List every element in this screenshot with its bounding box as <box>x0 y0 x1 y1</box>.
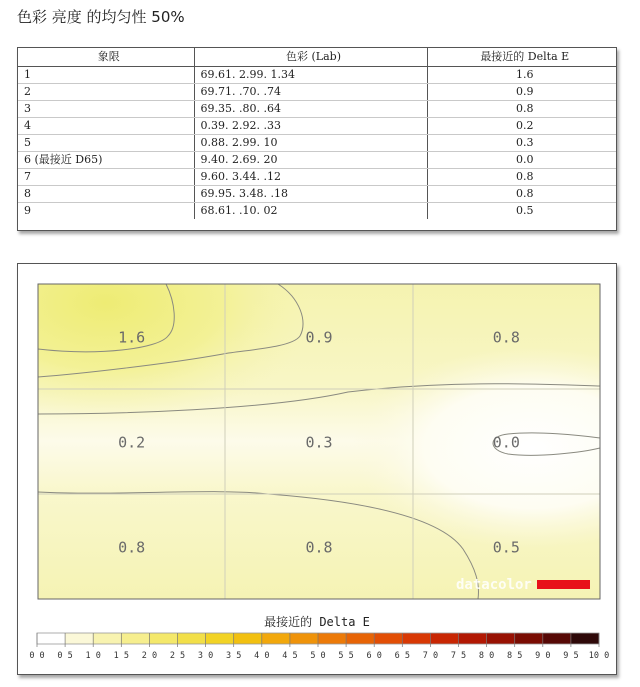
cell-quadrant: 7 <box>18 169 194 186</box>
cell-quadrant: 6 (最接近 D65) <box>18 152 194 169</box>
table-row <box>18 135 616 152</box>
uniformity-chart-panel <box>17 263 617 675</box>
legend-tick-label: 10 0 <box>588 651 610 661</box>
legend-tick-label: 0 5 <box>57 651 73 661</box>
watermark-text: datacolor <box>456 577 532 593</box>
legend-tick-label: 1 0 <box>85 651 101 661</box>
legend-tick-label: 0 0 <box>29 651 45 661</box>
cell-quadrant: 1 <box>18 67 194 84</box>
cell-lab: 0.39. 2.92. .33 <box>194 118 427 135</box>
cell-delta-e: 0.8 <box>427 101 616 118</box>
legend-swatch <box>149 633 177 644</box>
heatmap-cell-value: 0.8 <box>118 538 146 557</box>
cell-quadrant: 9 <box>24 204 31 217</box>
header-quadrant: 象限 <box>18 48 194 67</box>
cell-delta-e: 0.3 <box>427 135 616 152</box>
cell-delta-e: 0.8 <box>427 169 616 186</box>
header-lab: 色彩 (Lab) <box>194 48 427 67</box>
cell-delta-e: 0.8 <box>427 186 616 203</box>
legend-swatch <box>290 633 318 644</box>
legend-swatch <box>402 633 430 644</box>
heatmap-cell-value: 0.3 <box>305 433 333 452</box>
heatmap-cell-value: 0.2 <box>118 433 146 452</box>
legend-tick-label: 3 5 <box>226 651 242 661</box>
legend-tick-label: 6 5 <box>394 651 410 661</box>
table-row <box>18 101 616 118</box>
quadrant-table <box>17 47 617 231</box>
legend-swatch <box>37 633 65 644</box>
table-row <box>18 186 616 203</box>
legend-tick-label: 2 0 <box>141 651 158 661</box>
legend-tick-label: 3 0 <box>197 651 214 661</box>
legend-swatch <box>234 633 262 644</box>
heatmap-cell-value: 1.6 <box>118 328 146 347</box>
table-row <box>18 67 616 84</box>
legend-tick-label: 8 5 <box>507 651 523 661</box>
legend-tick-label: 9 0 <box>535 651 551 661</box>
legend-swatch <box>571 633 599 644</box>
heatmap-cell-value: 0.8 <box>492 328 520 347</box>
legend-tick-label: 1 5 <box>113 651 129 661</box>
legend-title: 最接近的 Delta E <box>264 615 370 629</box>
cell-delta-e: 0.2 <box>427 118 616 135</box>
legend-tick-label: 5 0 <box>310 651 326 661</box>
legend-swatch <box>459 633 487 644</box>
header-delta-e: 最接近的 Delta E <box>427 48 616 67</box>
cell-lab: 69.35. .80. .64 <box>194 101 427 118</box>
cell-quadrant: 2 <box>18 84 194 101</box>
quadrant-lab-table <box>18 48 616 219</box>
legend-swatch <box>262 633 290 644</box>
table-header-row <box>18 48 616 67</box>
legend-swatch <box>65 633 93 644</box>
watermark-accent-bar <box>537 580 590 589</box>
table-row <box>18 203 616 220</box>
legend-tick-label: 7 5 <box>450 651 467 661</box>
legend-swatch <box>121 633 149 644</box>
legend-swatch <box>93 633 121 644</box>
legend-tick-label: 7 0 <box>422 651 439 661</box>
table-row <box>18 152 616 169</box>
cell-quadrant: 4 <box>18 118 194 135</box>
legend-swatch <box>374 633 402 644</box>
table-row <box>18 118 616 135</box>
table-row <box>18 84 616 101</box>
legend-tick-label: 4 0 <box>254 651 270 661</box>
cell-lab: 69.95. 3.48. .18 <box>194 186 427 203</box>
legend-swatch <box>346 633 374 644</box>
legend-swatch <box>487 633 515 644</box>
heatmap-cell-value: 0.0 <box>492 433 520 452</box>
heatmap-cell-value: 0.9 <box>305 328 333 347</box>
table-row <box>18 169 616 186</box>
cell-lab: 9.40. 2.69. 20 <box>194 152 427 169</box>
legend-tick-label: 5 5 <box>338 651 354 661</box>
legend-swatch <box>515 633 543 644</box>
cell-quadrant: 8 <box>18 186 194 203</box>
page-title: 色彩 亮度 的均匀性 50% <box>17 8 185 26</box>
uniformity-heatmap <box>18 264 616 674</box>
cell-quadrant: 3 <box>18 101 194 118</box>
heatmap-cell-value: 0.8 <box>305 538 333 557</box>
heatmap-cell-value: 0.5 <box>492 538 520 557</box>
legend-tick-label: 4 5 <box>282 651 298 661</box>
cell-quadrant: 5 <box>18 135 194 152</box>
legend-tick-label: 6 0 <box>366 651 382 661</box>
cell-delta-e: 1.6 <box>427 67 616 84</box>
legend-swatch <box>543 633 571 644</box>
legend-tick-label: 8 0 <box>478 651 495 661</box>
cell-lab: 9.60. 3.44. .12 <box>194 169 427 186</box>
legend-swatch <box>318 633 346 644</box>
cell-delta-e: 0.5 <box>427 203 616 220</box>
cell-delta-e: 0.9 <box>427 84 616 101</box>
cell-lab: 69.71. .70. .74 <box>194 84 427 101</box>
cell-lab: 0.88. 2.99. 10 <box>194 135 427 152</box>
cell-lab: 69.61. 2.99. 1.34 <box>194 67 427 84</box>
legend-tick-label: 9 5 <box>563 651 579 661</box>
legend-tick-label: 2 5 <box>169 651 186 661</box>
cell-delta-e: 0.0 <box>427 152 616 169</box>
color-scale-legend <box>29 633 609 661</box>
cell-lab: 68.61. .10. 02 <box>194 203 427 220</box>
legend-swatch <box>430 633 458 644</box>
legend-swatch <box>178 633 206 644</box>
legend-swatch <box>206 633 234 644</box>
